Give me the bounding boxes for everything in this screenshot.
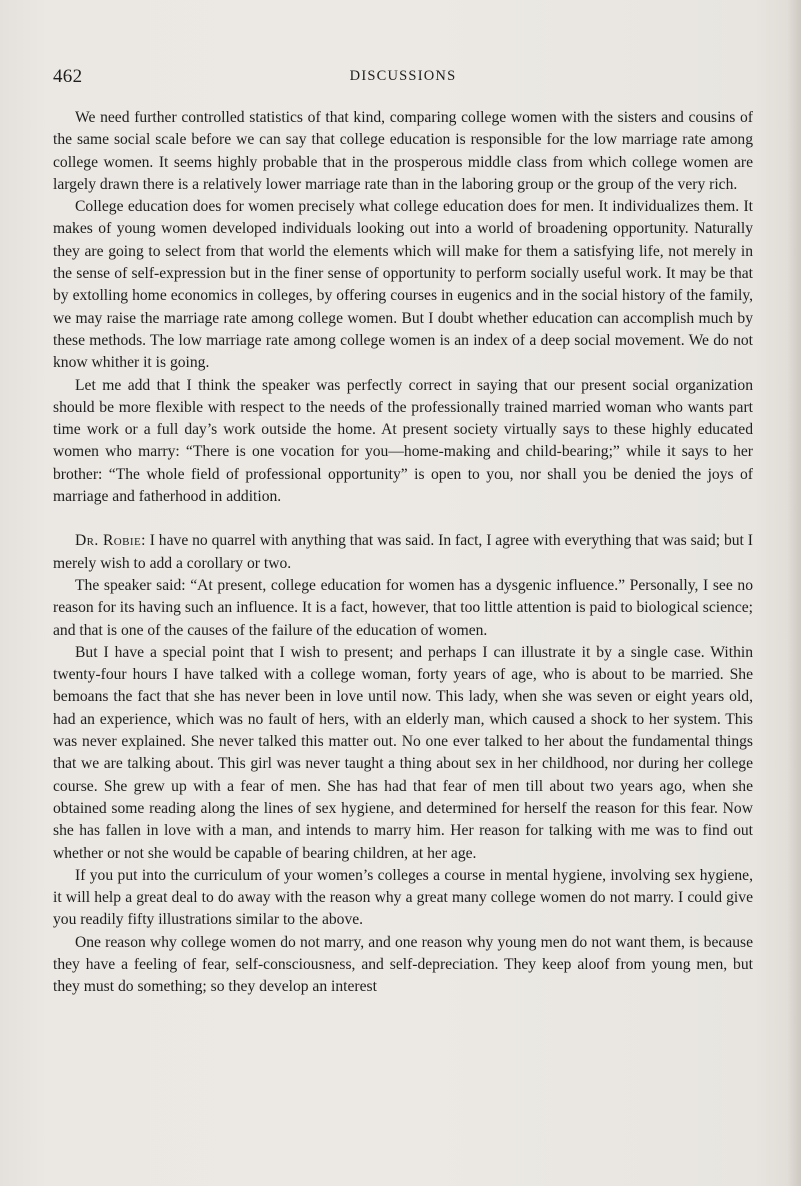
- speaker-name: Dr. Robie:: [75, 532, 146, 550]
- paragraph: We need further controlled statistics of that kind, comparing college women with the sisters and cousins of the same social scale before we can say that college education is responsible for the low marriage rate among college women. It seems highly probable that in the prosperous middle class from which college women are largely drawn there is a relatively lower marriage rate than in the laboring group or the group of the very rich.: [53, 109, 753, 193]
- paragraph: If you put into the curriculum of your women’s colleges a course in mental hygiene, involving sex hygiene, it will help a great deal to do away with the reason why a great many college women do not marry. I could give you readily fifty illustrations similar to the above.: [53, 866, 753, 929]
- page-header: [53, 66, 753, 90]
- paragraph: Let me add that I think the speaker was perfectly correct in saying that our present social organization should be more flexible with respect to the needs of the professionally trained married woman who wants part time work or a full day’s work outside the home. At present society virtually says to these highly educated women who marry: “There is one vocation for you—home-making and child-bearing;” while it says to her brother: “The whole field of professional opportunity” is open to you, nor shall you be denied the joys of marriage and fatherhood in addition.: [53, 376, 753, 506]
- paragraph: One reason why college women do not marry, and one reason why young men do not want them, is because they have a feeling of fear, self-consciousness, and self-depreciation. They keep aloof from young men, but they must do something; so they develop an interest: [53, 933, 753, 996]
- speaker-paragraph: [53, 530, 753, 575]
- speaker-paragraph-text: I have no quarrel with anything that was said. In fact, I agree with everything that was said; but I merely wish to add a corollary or two.: [53, 532, 753, 572]
- paragraph: College education does for women precisely what college education does for men. It individualizes them. It makes of young women developed individuals looking out into a world of broadening opportunity. Naturally they are going to select from that world the elements which will make for them a satisfying life, not merely in the sense of self-expression but in the finer sense of opportunity to perform socially useful work. It may be that by extolling home economics in colleges, by offering courses in eugenics and in the social history of the family, we may raise the marriage rate among college women. But I doubt whether education can accomplish much by these methods. The low marriage rate among college women is an index of a deep social movement. We do not know whither it is going.: [53, 198, 753, 372]
- page-number: 462: [53, 66, 83, 87]
- running-head: DISCUSSIONS: [349, 68, 457, 84]
- page-edge-shadow: [787, 0, 801, 1186]
- body-text: [53, 107, 753, 999]
- paragraph: The speaker said: “At present, college education for women has a dysgenic influence.” Personally, I see no reason for its having such an influence. It is a fact, however, that too little attention is paid to biological science; and that is one of the causes of the failure of the education of women.: [53, 576, 753, 639]
- paragraph: But I have a special point that I wish to present; and perhaps I can illustrate it by a single case. Within twenty-four hours I have talked with a college woman, forty years of age, who is about to be married. She bemoans the fact that she has never been in love until now. This lady, when she was seven or eight years old, had an experience, which was no fault of hers, with an elderly man, which caused a shock to her system. This was never explained. She never talked this matter out. No one ever talked to her about the fundamental things that we are talking about. This girl was never taught a thing about sex in her childhood, nor during her college course. She grew up with a fear of men. She has had that fear of men till about two years ago, when she obtained some reading along the lines of sex hygiene, and determined for herself the reason for this fear. Now she has fallen in love with a man, and intends to marry him. Her reason for talking with me was to find out whether or not she would be capable of bearing children, at her age.: [53, 643, 753, 862]
